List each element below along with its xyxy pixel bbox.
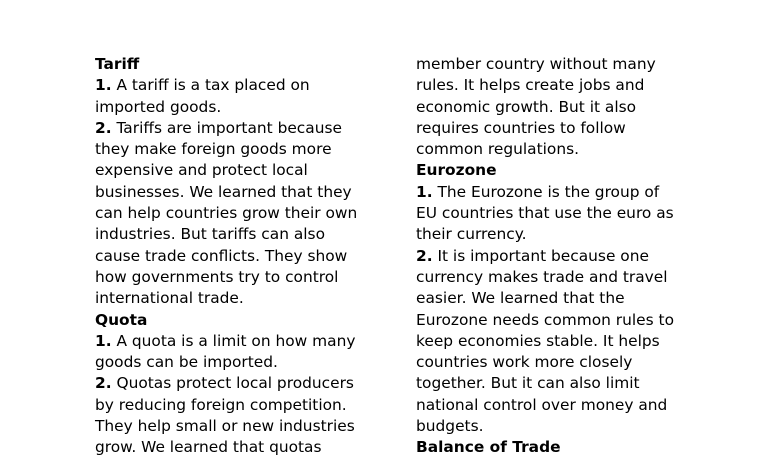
body-text: They help small or new industries bbox=[95, 417, 355, 436]
body-text: by reducing foreign competition. bbox=[95, 395, 347, 414]
text-line bbox=[95, 160, 357, 181]
body-text: rules. It helps create jobs and bbox=[416, 76, 645, 95]
body-text: countries work more closely bbox=[416, 353, 633, 372]
text-line bbox=[416, 97, 674, 118]
body-text: they make foreign goods more bbox=[95, 140, 332, 159]
item-number: 1. bbox=[95, 331, 112, 350]
body-text: industries. But tariffs can also bbox=[95, 225, 325, 244]
text-line bbox=[416, 224, 674, 245]
body-text: member country without many bbox=[416, 55, 656, 73]
body-text: goods can be imported. bbox=[95, 353, 278, 372]
section-heading: Balance of Trade bbox=[416, 438, 561, 457]
text-line bbox=[416, 288, 674, 309]
text-line bbox=[95, 75, 357, 96]
left-column bbox=[95, 54, 357, 459]
body-text: common regulations. bbox=[416, 140, 580, 159]
text-line bbox=[95, 267, 357, 288]
text-line bbox=[95, 437, 357, 458]
body-text: grow. We learned that quotas bbox=[95, 438, 322, 457]
text-line bbox=[95, 54, 357, 75]
text-line bbox=[95, 203, 357, 224]
body-text: A tariff is a tax placed on bbox=[111, 76, 310, 95]
right-column bbox=[416, 54, 674, 459]
text-line bbox=[95, 331, 357, 352]
body-text: The Eurozone is the group of bbox=[432, 182, 660, 201]
body-text: international trade. bbox=[95, 289, 244, 308]
text-line bbox=[416, 203, 674, 224]
text-line bbox=[416, 75, 674, 96]
section-heading: Eurozone bbox=[416, 161, 497, 180]
body-text: expensive and protect local bbox=[95, 161, 308, 180]
text-line bbox=[95, 182, 357, 203]
text-line bbox=[416, 310, 674, 331]
body-text: economic growth. But it also bbox=[416, 97, 637, 116]
body-text: budgets. bbox=[416, 417, 484, 436]
text-line bbox=[95, 97, 357, 118]
body-text: businesses. We learned that they bbox=[95, 182, 352, 201]
body-text: EU countries that use the euro as bbox=[416, 204, 674, 223]
text-line bbox=[95, 139, 357, 160]
section-heading: Quota bbox=[95, 310, 148, 329]
text-line bbox=[95, 224, 357, 245]
section-heading: Tariff bbox=[95, 55, 140, 73]
body-text: can help countries grow their own bbox=[95, 204, 358, 223]
text-line bbox=[416, 437, 674, 458]
text-line bbox=[416, 139, 674, 160]
body-text: currency makes trade and travel bbox=[416, 267, 668, 286]
text-line bbox=[95, 310, 357, 331]
text-line bbox=[416, 182, 674, 203]
text-line bbox=[416, 54, 674, 75]
body-text: their currency. bbox=[416, 225, 527, 244]
body-text: Quotas protect local producers bbox=[111, 374, 354, 393]
text-line bbox=[416, 395, 674, 416]
body-text: Tariffs are important because bbox=[111, 118, 342, 137]
item-number: 2. bbox=[95, 118, 112, 137]
body-text: cause trade conflicts. They show bbox=[95, 246, 348, 265]
body-text: imported goods. bbox=[95, 97, 222, 116]
text-line bbox=[416, 246, 674, 267]
text-line bbox=[95, 246, 357, 267]
text-line bbox=[95, 373, 357, 394]
body-text: It is important because one bbox=[432, 246, 649, 265]
text-line bbox=[95, 118, 357, 139]
body-text: together. But it can also limit bbox=[416, 374, 640, 393]
text-line bbox=[95, 288, 357, 309]
text-line bbox=[416, 416, 674, 437]
text-line bbox=[416, 267, 674, 288]
body-text: A quota is a limit on how many bbox=[111, 331, 356, 350]
text-line bbox=[416, 331, 674, 352]
body-text: keep economies stable. It helps bbox=[416, 331, 660, 350]
body-text: Eurozone needs common rules to bbox=[416, 310, 674, 329]
item-number: 2. bbox=[95, 374, 112, 393]
item-number: 1. bbox=[95, 76, 112, 95]
body-text: national control over money and bbox=[416, 395, 668, 414]
text-line bbox=[416, 373, 674, 394]
text-line bbox=[95, 352, 357, 373]
body-text: how governments try to control bbox=[95, 267, 339, 286]
text-line bbox=[416, 352, 674, 373]
body-text: requires countries to follow bbox=[416, 118, 626, 137]
text-line bbox=[95, 416, 357, 437]
text-line bbox=[416, 160, 674, 181]
item-number: 2. bbox=[416, 246, 433, 265]
text-line bbox=[95, 395, 357, 416]
text-line bbox=[416, 118, 674, 139]
body-text: easier. We learned that the bbox=[416, 289, 625, 308]
item-number: 1. bbox=[416, 182, 433, 201]
